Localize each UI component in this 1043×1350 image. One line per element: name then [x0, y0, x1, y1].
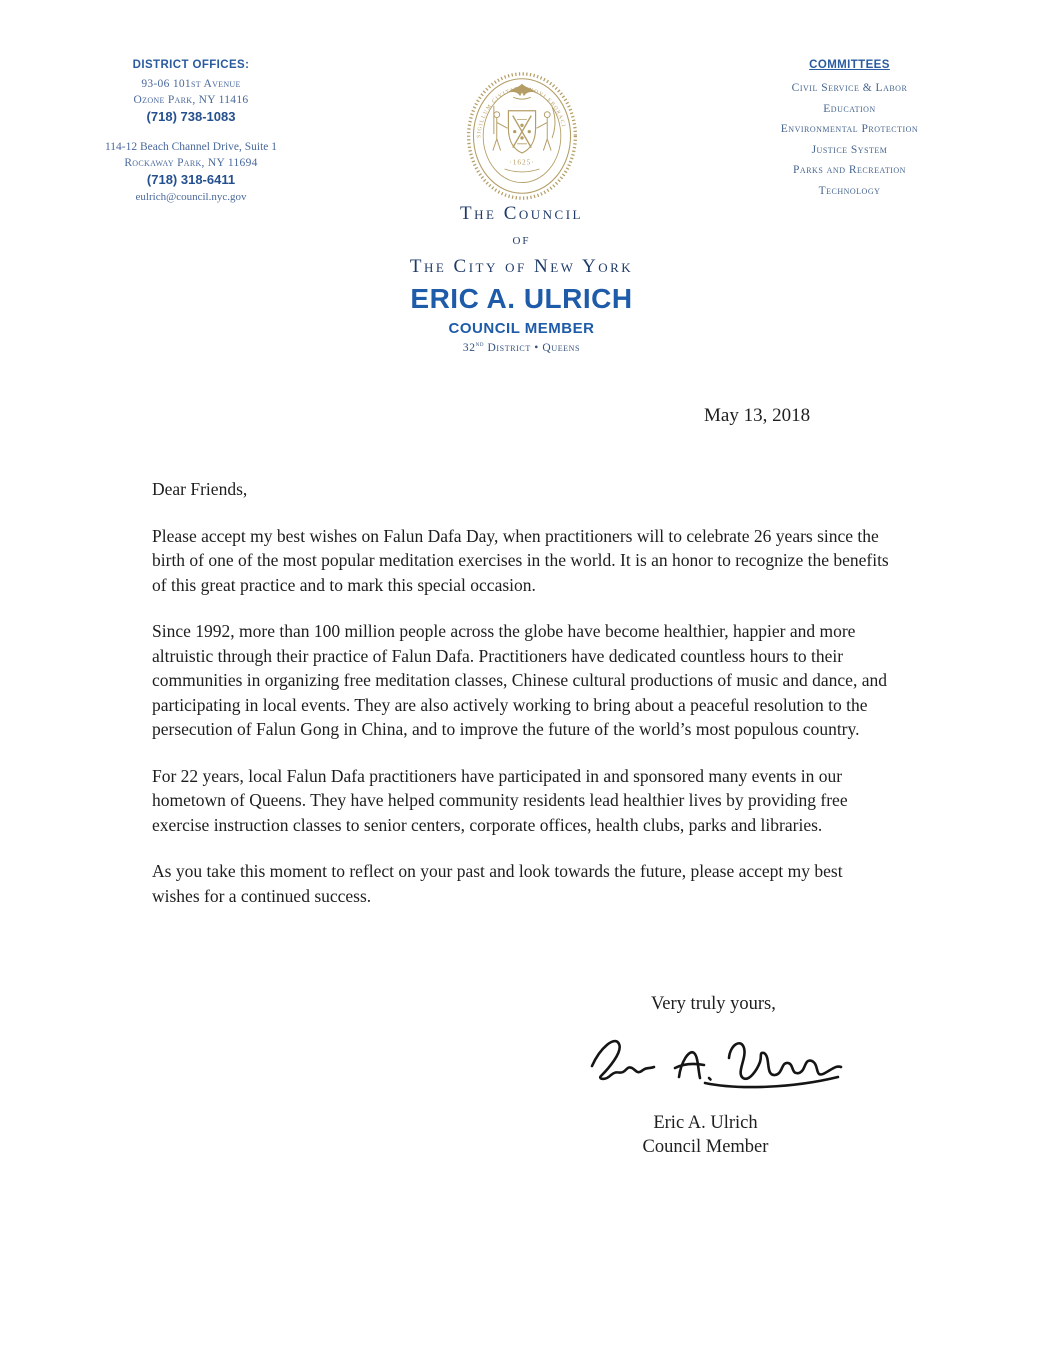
signer-name: Eric A. Ulrich: [653, 1113, 758, 1133]
letter-date: May 13, 2018: [704, 405, 811, 426]
committees-block: [742, 59, 957, 201]
district-number: 32: [462, 341, 476, 354]
nyc-city-seal-icon: [463, 70, 581, 207]
committee-item: Civil Service & Labor: [791, 82, 908, 94]
salutation: Dear Friends,: [152, 479, 248, 499]
committee-item: Justice System: [811, 143, 888, 156]
member-title: COUNCIL MEMBER: [448, 320, 595, 337]
signature-block: [598, 1111, 813, 1159]
closing-phrase: Very truly yours,: [651, 994, 776, 1014]
org-line-of: of: [512, 232, 531, 248]
seal-year: ·1625·: [508, 158, 535, 167]
district-line: [0, 339, 1043, 354]
district-offices-heading: DISTRICT OFFICES:: [132, 59, 250, 71]
committee-item: Parks and Recreation: [793, 164, 906, 176]
committee-item: Education: [823, 102, 876, 115]
committees-heading: COMMITTEES: [809, 59, 890, 71]
office1-address-line1: 93-06 101st Avenue: [141, 78, 241, 90]
committee-item: Technology: [818, 184, 881, 197]
office2-phone: (718) 318-6411: [146, 172, 236, 187]
org-line-the-council: The Council: [460, 203, 583, 224]
paragraph-1: Please accept my best wishes on Falun Dafa Day, when practitioners will to celebrate 26 years since the birth of one of the most popular meditation exercises in the world. It is an honor to recognize the benefits of this great practice and to mark this special occasion.: [152, 525, 889, 595]
office2-address-line2: Rockaway Park, NY 11694: [124, 157, 258, 169]
signer-title: Council Member: [642, 1137, 769, 1157]
district-rest: District • Queens: [484, 341, 581, 354]
email-address: eulrich@council.nyc.gov: [135, 191, 247, 203]
committee-item: Environmental Protection: [780, 123, 919, 135]
signature-image: [586, 1022, 848, 1109]
member-name: ERIC A. ULRICH: [410, 283, 633, 314]
spacer: [76, 126, 306, 139]
paragraph-4: As you take this moment to reflect on your past and look towards the future, please accept my best wishes for a continued success.: [152, 861, 843, 906]
paragraph-2: Since 1992, more than 100 million people across the globe have become healthier, happier and more altruistic through their practice of Falun Dafa. Practitioners have dedicated countless hours to their communities in organizing free meditation classes, Chinese cultural productions of music and dance, and participating in local events. They are also actively working to bring about a peaceful resolution to the persecution of Falun Gong in China, and to improve the future of the world’s most populous country.: [152, 621, 887, 739]
district-offices-block: [76, 59, 306, 205]
office1-phone: (718) 738-1083: [146, 109, 236, 124]
organization-title: [0, 203, 1043, 278]
paragraph-3: For 22 years, local Falun Dafa practitioners have participated in and sponsored many events in our hometown of Queens. They have helped community residents lead healthier lives by providing free exercise instruction classes to senior centers, corporate offices, health clubs, parks and libraries.: [152, 765, 848, 835]
office2-address-line1: 114-12 Beach Channel Drive, Suite 1: [104, 141, 278, 153]
district-ordinal: nd: [475, 339, 485, 348]
svg-text:SIGILLUM CIVITATIS NOVI EBORAC: SIGILLUM CIVITATIS NOVI EBORACI: [475, 86, 566, 139]
org-line-city-of-new-york: The City of New York: [409, 256, 634, 277]
office1-address-line2: Ozone Park, NY 11416: [133, 94, 249, 106]
letter-body: [152, 477, 892, 930]
